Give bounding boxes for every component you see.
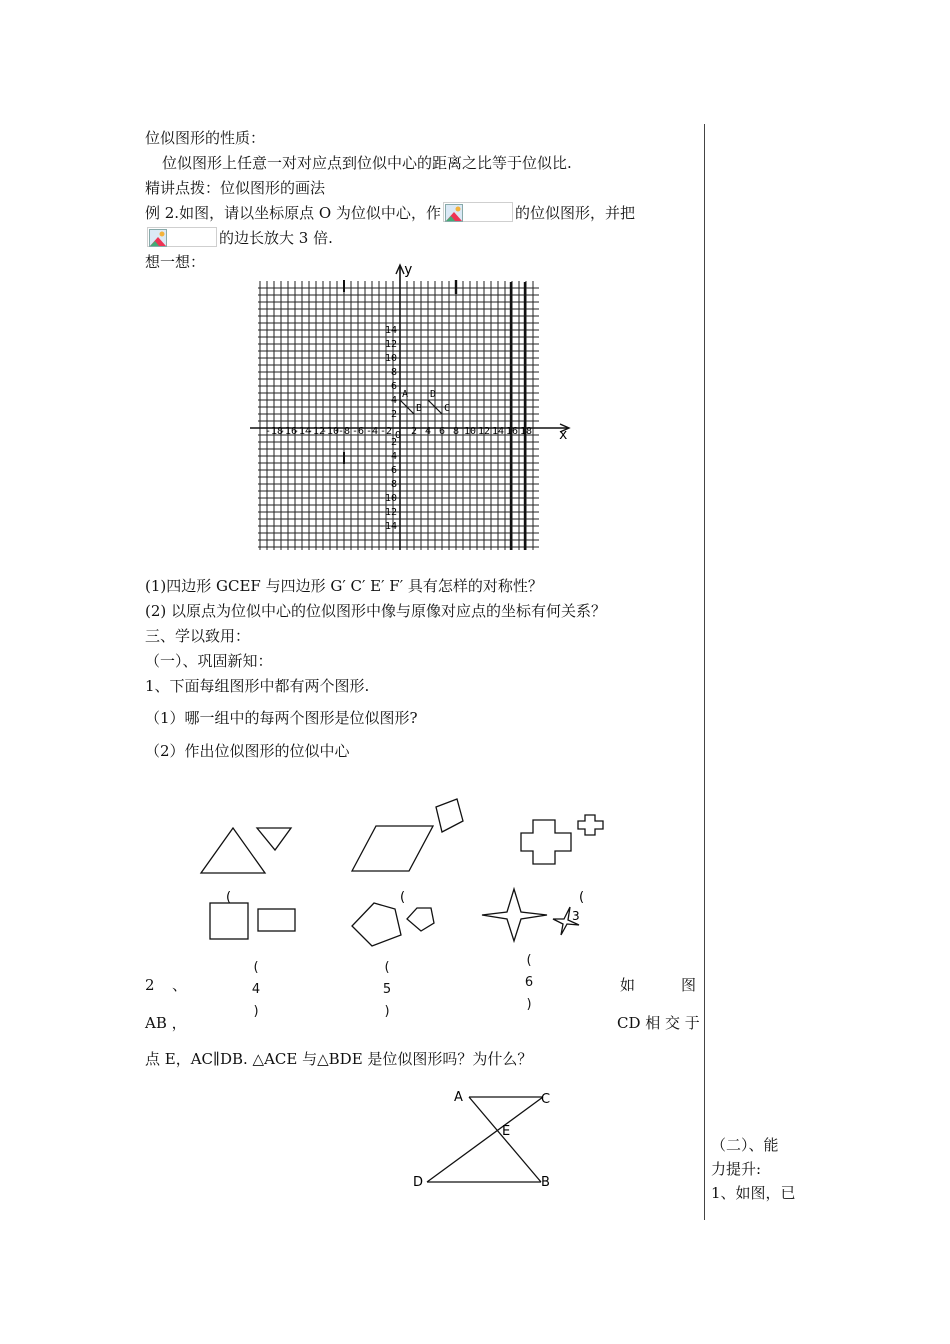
x-tick-label: -8 bbox=[337, 426, 351, 437]
y-tick-label: -12 bbox=[378, 507, 397, 518]
properties-title: 位似图形的性质： bbox=[145, 129, 266, 147]
y-tick-label: -10 bbox=[378, 493, 397, 504]
broken-image-icon bbox=[147, 227, 217, 247]
large-star bbox=[482, 889, 547, 941]
point-a-label: A bbox=[402, 389, 409, 400]
column-divider bbox=[704, 124, 705, 1220]
paren-group-4: ( bbox=[226, 890, 232, 905]
x-tick-label: -4 bbox=[365, 426, 379, 437]
coordinate-grid bbox=[248, 260, 578, 556]
example2-part4: 的边长放大 3 倍. bbox=[219, 229, 333, 247]
side-line-2: 力提升: bbox=[711, 1160, 762, 1178]
property-statement: 位似图形上任意一对对应点到位似中心的距离之比等于位似比. bbox=[162, 154, 572, 172]
side-line-1: （二）、能 bbox=[711, 1136, 779, 1154]
x-tick-label: -14 bbox=[292, 426, 312, 437]
item-1-question-1: （1）哪一组中的每两个图形是位似图形? bbox=[145, 709, 418, 727]
item-2-line2: 点 E，AC∥DB. △ACE 与△BDE 是位似图形吗？为什么？ bbox=[145, 1050, 533, 1068]
x-tick-label: 6 bbox=[438, 426, 446, 437]
small-cross bbox=[578, 815, 603, 835]
origin-label: O bbox=[395, 430, 402, 441]
x-tick-label: -2 bbox=[379, 426, 393, 437]
broken-image-icon bbox=[443, 202, 513, 222]
large-cross bbox=[521, 820, 571, 864]
y-tick-label: -8 bbox=[384, 479, 397, 490]
small-triangle bbox=[257, 828, 291, 850]
item-1: 1、下面每组图形中都有两个图形. bbox=[145, 677, 370, 695]
y-tick-label: 10 bbox=[384, 353, 397, 364]
example2-line2 bbox=[145, 227, 333, 248]
item-2-tu: 图 bbox=[681, 976, 697, 994]
point-c-label: C bbox=[541, 1092, 551, 1107]
example2-line1 bbox=[145, 202, 635, 223]
point-c-label: C bbox=[444, 403, 451, 414]
x-tick-label: 4 bbox=[424, 426, 432, 437]
x-tick-label: 2 bbox=[410, 426, 418, 437]
large-parallelogram bbox=[352, 826, 433, 871]
example2-part1: 例 2.如图，请以坐标原点 O 为位似中 bbox=[145, 204, 396, 222]
y-tick-label: -2 bbox=[384, 437, 397, 448]
label-group-4: ( 4 ) bbox=[251, 960, 261, 1019]
large-pentagon bbox=[352, 903, 401, 946]
paren-group-5: ( bbox=[400, 890, 406, 905]
x-tick-label: -6 bbox=[351, 426, 365, 437]
item-1-question-2: （2）作出位似图形的位似中心 bbox=[145, 742, 350, 760]
x-tick-label: 18 bbox=[519, 426, 533, 437]
example2-part1b: 心 bbox=[395, 204, 411, 222]
item-2-number: 2 bbox=[145, 976, 155, 994]
example2-part2: ，作 bbox=[410, 204, 441, 222]
think-label: 想一想： bbox=[145, 253, 206, 271]
x-tick-label: -16 bbox=[278, 426, 298, 437]
x-tick-label: 12 bbox=[477, 426, 491, 437]
subsection-1-title: （一）、巩固新知： bbox=[145, 652, 273, 670]
point-a-label: A bbox=[454, 1090, 463, 1105]
y-tick-label: 2 bbox=[390, 409, 397, 420]
item-2-cd: CD 相 交 于 bbox=[617, 1014, 700, 1032]
small-parallelogram bbox=[436, 799, 463, 832]
point-d-label: D bbox=[430, 389, 437, 400]
y-tick-label: 6 bbox=[390, 381, 397, 392]
y-tick-label: 8 bbox=[390, 367, 397, 378]
x-tick-label: 14 bbox=[491, 426, 505, 437]
y-tick-label: -4 bbox=[384, 451, 397, 462]
x-tick-label: -12 bbox=[306, 426, 326, 437]
x-tick-label: 8 bbox=[452, 426, 460, 437]
question-2: (2) 以原点为位似中心的位似图形中像与原像对应点的坐标有何关系？ bbox=[145, 602, 607, 620]
section-3-title: 三、学以致用： bbox=[145, 627, 251, 645]
x-tick-label: 16 bbox=[505, 426, 519, 437]
grid-lines bbox=[258, 281, 539, 550]
item-2-separator: 、 bbox=[172, 976, 188, 994]
large-triangle bbox=[201, 828, 265, 873]
point-b-label: B bbox=[416, 403, 423, 414]
x-axis-label: x bbox=[559, 427, 568, 443]
example2-part3: 的位似图形，并把 bbox=[514, 204, 635, 222]
label-group-5: ( 5 ) bbox=[382, 960, 392, 1019]
similar-shapes-figure bbox=[195, 795, 615, 955]
large-square bbox=[210, 903, 248, 939]
point-d-label: D bbox=[413, 1175, 424, 1190]
small-rectangle bbox=[258, 909, 295, 931]
x-tick-label: -10 bbox=[320, 426, 340, 437]
y-tick-label: -6 bbox=[384, 465, 397, 476]
side-line-3: 1、如图，已 bbox=[711, 1184, 796, 1202]
y-tick-label: -14 bbox=[378, 521, 397, 532]
question-1: (1)四边形 GCEF 与四边形 G′ C′ E′ F′ 具有怎样的对称性？ bbox=[145, 577, 543, 595]
item-2-ab: AB ， bbox=[145, 1014, 187, 1032]
intersecting-triangles-figure bbox=[405, 1085, 565, 1195]
label-group-6: ( 6 ) bbox=[524, 953, 534, 1012]
item-2-ru: 如 bbox=[620, 976, 636, 994]
small-pentagon bbox=[407, 908, 434, 931]
point-e-label: E bbox=[502, 1124, 511, 1139]
y-tick-label: 14 bbox=[384, 325, 397, 336]
y-tick-label: 4 bbox=[390, 395, 397, 406]
method-title: 精讲点拨：位似图形的画法 bbox=[145, 179, 326, 197]
x-tick-label: 10 bbox=[463, 426, 477, 437]
x-tick-label: -18 bbox=[264, 426, 284, 437]
y-axis-label: y bbox=[404, 262, 413, 278]
y-tick-label: 12 bbox=[384, 339, 397, 350]
group-3-digit: 3 bbox=[572, 909, 580, 923]
point-b-label: B bbox=[541, 1175, 550, 1190]
paren-group-6: ( bbox=[579, 890, 585, 905]
